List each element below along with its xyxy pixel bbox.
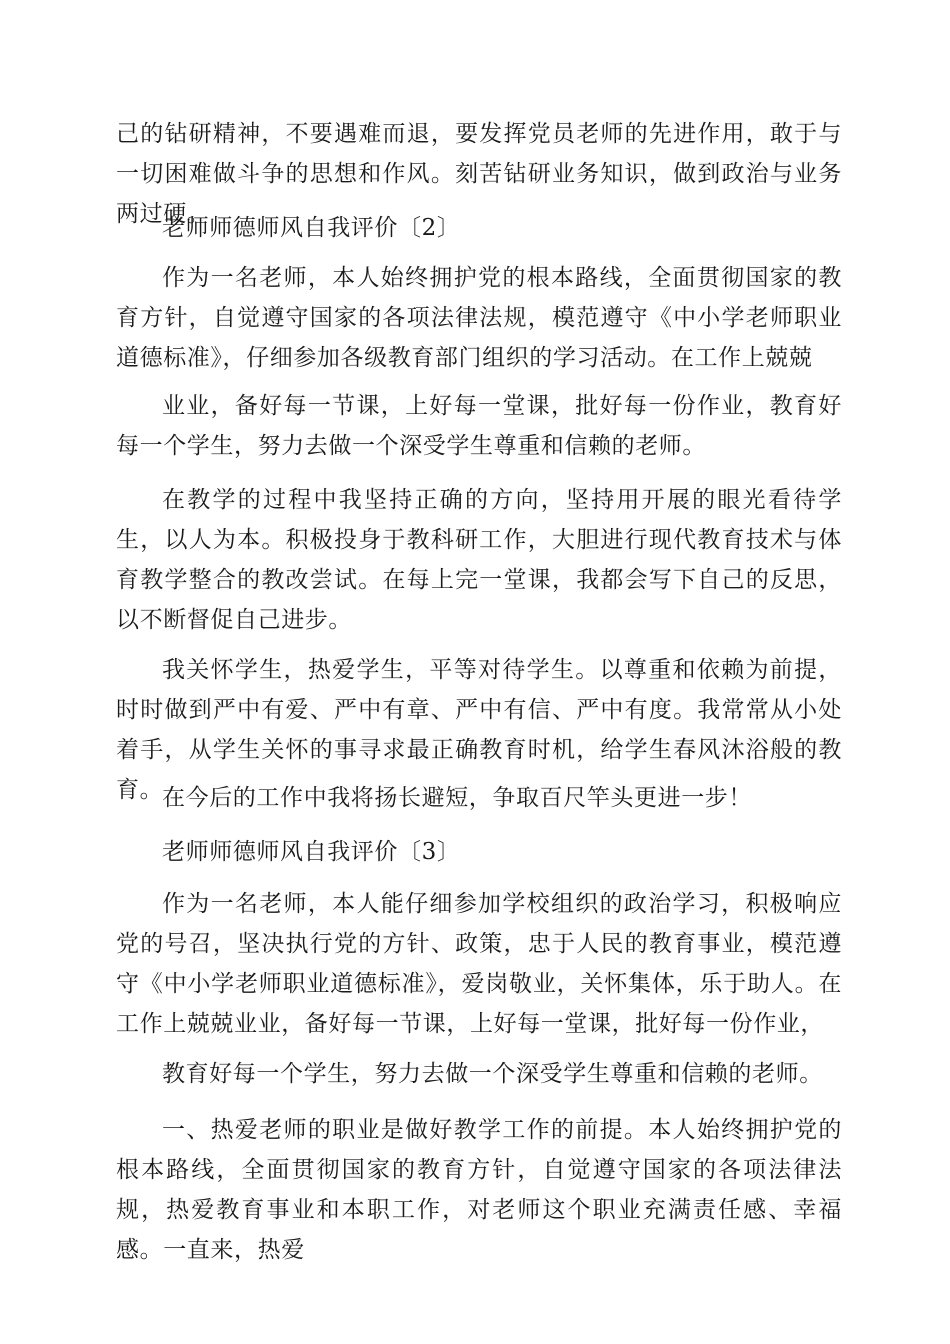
paragraph: 己的钻研精神，不要遇难而退，要发挥党员老师的先进作用，敢于与一切困难做斗争的思想和作风。刻苦钻研业务知识，做到政治与业务两过硬。 <box>116 121 842 227</box>
section-heading: 老师师德师风自我评价〔2〕 <box>162 215 461 241</box>
section-heading: 老师师德师风自我评价〔3〕 <box>162 839 461 865</box>
paragraph-block <box>116 778 842 818</box>
paragraph-block <box>116 1054 842 1094</box>
paragraph: 在今后的工作中我将扬长避短，争取百尺竿头更进一步！ <box>162 785 752 811</box>
paragraph-block <box>116 480 842 640</box>
paragraph: 作为一名老师，本人始终拥护党的根本路线，全面贯彻国家的教育方针，自觉遵守国家的各项法律法规，模范遵守《中小学老师职业道德标准》，仔细参加各级教育部门组织的学习活动。在工作上兢兢 <box>116 265 842 371</box>
paragraph: 我关怀学生，热爱学生，平等对待学生。以尊重和依赖为前提，时时做到严中有爱、严中有章、严中有信、严中有度。我常常从小处着手，从学生关怀的事寻求最正确教育时机，给学生春风沐浴般的教育。 <box>116 657 842 803</box>
paragraph-block <box>116 258 842 378</box>
paragraph-block <box>116 1110 842 1270</box>
section-heading-3 <box>116 832 842 872</box>
paragraph: 作为一名老师，本人能仔细参加学校组织的政治学习，积极响应党的号召，坚决执行党的方针、政策，忠于人民的教育事业，模范遵守《中小学老师职业道德标准》，爱岗敬业，关怀集体，乐于助人。在工作上兢兢业业，备好每一节课，上好每一堂课，批好每一份作业， <box>116 891 842 1037</box>
paragraph: 一、热爱老师的职业是做好教学工作的前提。本人始终拥护党的根本路线，全面贯彻国家的教育方针，自觉遵守国家的各项法律法规，热爱教育事业和本职工作，对老师这个职业充满责任感、幸福感。一直来，热爱 <box>116 1117 842 1263</box>
paragraph: 业业，备好每一节课，上好每一堂课，批好每一份作业，教育好每一个学生，努力去做一个深受学生尊重和信赖的老师。 <box>116 393 842 459</box>
section-heading-2 <box>116 208 842 248</box>
paragraph: 在教学的过程中我坚持正确的方向，坚持用开展的眼光看待学生，以人为本。积极投身于教科研工作，大胆进行现代教育技术与体育教学整合的教改尝试。在每上完一堂课，我都会写下自己的反思，以不断督促自己进步。 <box>116 487 842 633</box>
paragraph: 教育好每一个学生，努力去做一个深受学生尊重和信赖的老师。 <box>162 1061 823 1087</box>
paragraph-block <box>116 884 842 1044</box>
paragraph-block <box>116 386 842 466</box>
